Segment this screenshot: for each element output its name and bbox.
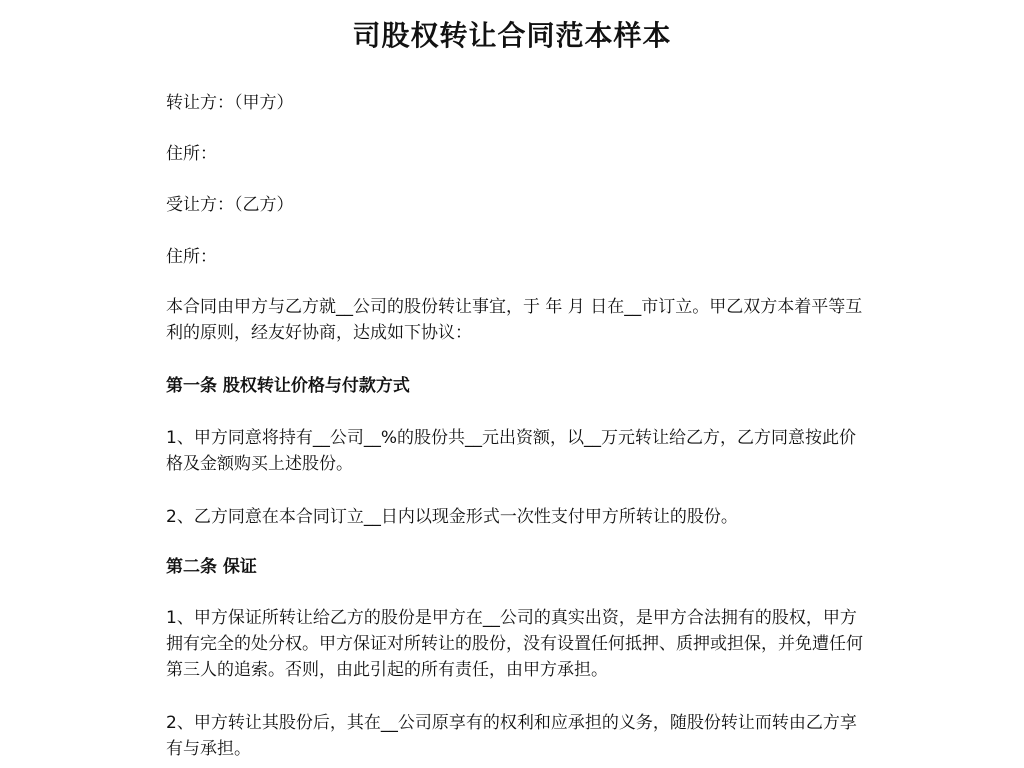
transferor-address-line: 住所： [166, 144, 217, 164]
transferee-address-line: 住所： [166, 247, 217, 267]
section-heading: 第二条 保证 [166, 557, 257, 577]
clause-paragraph: 2、甲方转让其股份后，其在__公司原享有的权利和应承担的义务，随股份转让而转由乙方享有与承担。 [166, 713, 857, 759]
transferee-line: 受让方：（乙方） [166, 195, 294, 215]
preamble-paragraph: 本合同由甲方与乙方就__公司的股份转让事宜，于 年 月 日在__市订立。甲乙双方本着平等互利的原则，经友好协商，达成如下协议： [166, 297, 863, 343]
clause-paragraph: 1、甲方同意将持有__公司__%的股份共__元出资额，以__万元转让给乙方，乙方同意按此价格及金额购买上述股份。 [166, 428, 856, 474]
clause-paragraph: 2、乙方同意在本合同订立__日内以现金形式一次性支付甲方所转让的股份。 [166, 507, 738, 527]
section-heading: 第一条 股权转让价格与付款方式 [166, 376, 410, 396]
document-title: 司股权转让合同范本样本 [352, 19, 672, 52]
transferor-line: 转让方：（甲方） [166, 93, 294, 113]
clause-paragraph: 1、甲方保证所转让给乙方的股份是甲方在__公司的真实出资，是甲方合法拥有的股权，甲方拥有完全的处分权。甲方保证对所转让的股份，没有设置任何抵押、质押或担保，并免遭任何第三人的追索。否则，由此引起的所有责任，由甲方承担。 [166, 608, 863, 680]
